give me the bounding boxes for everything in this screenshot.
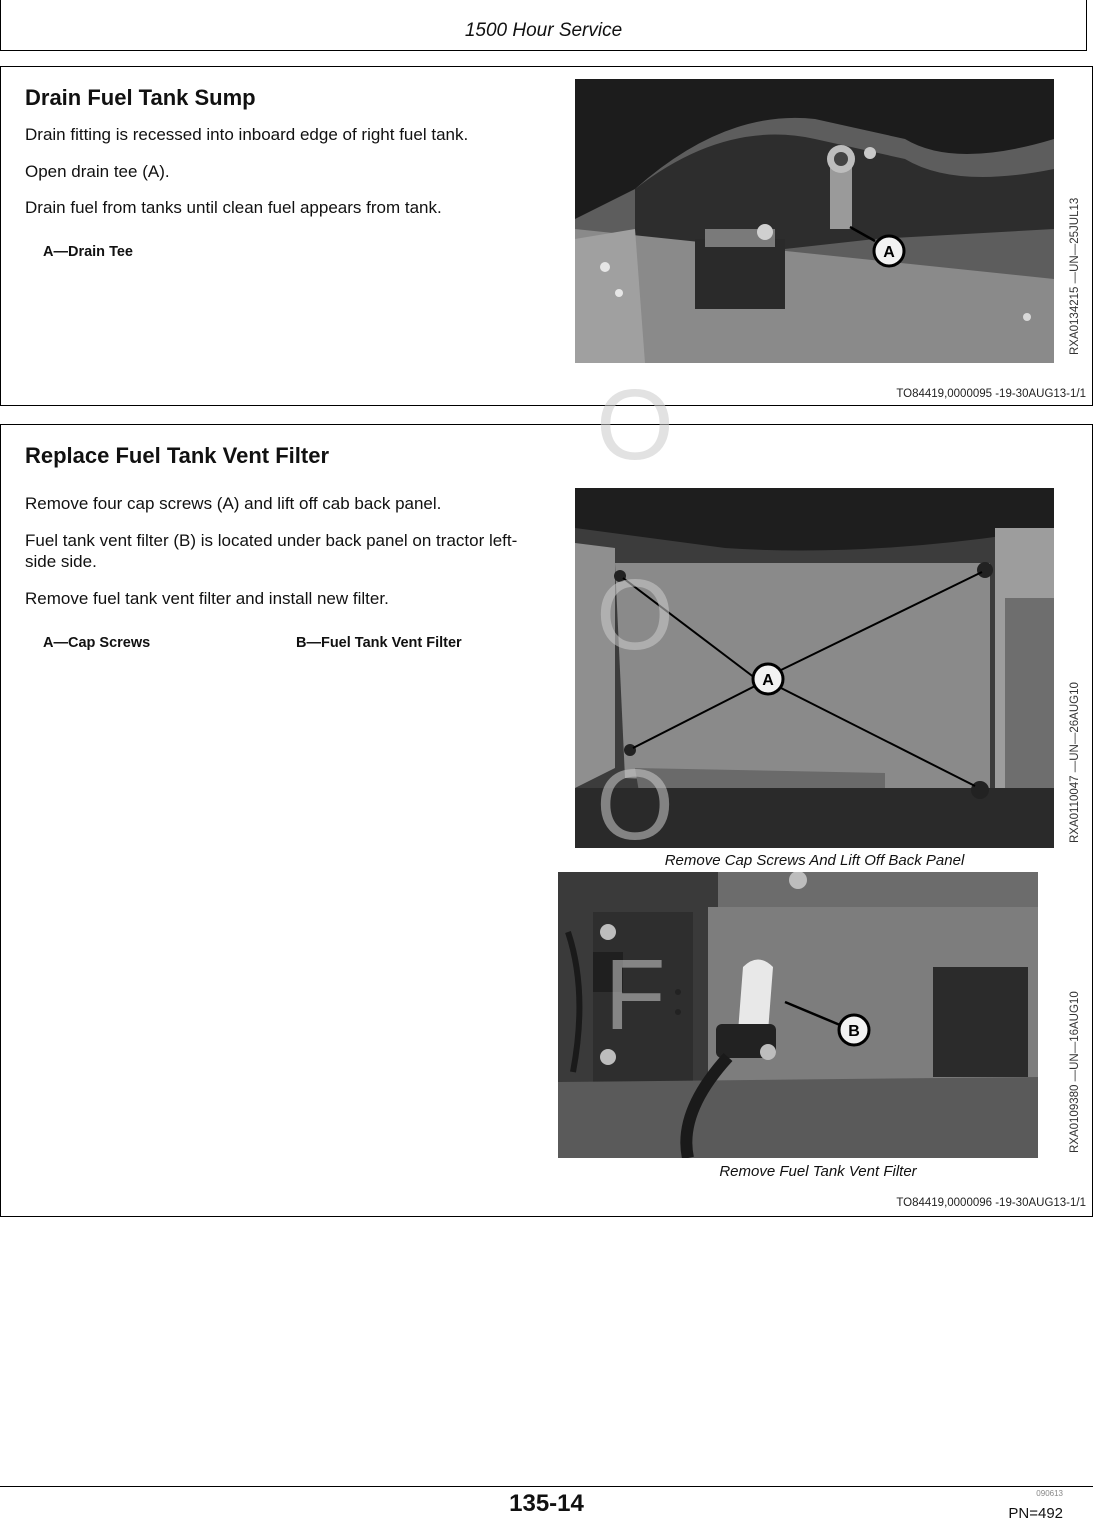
drain-tee-photo	[575, 79, 1054, 363]
watermark-letter: O	[596, 369, 674, 481]
footer-pn: PN=492	[1008, 1505, 1063, 1522]
figure-caption: Remove Cap Screws And Lift Off Back Panel	[664, 852, 965, 869]
callout-a	[753, 664, 783, 694]
callout-label: A	[762, 672, 774, 689]
footer-divider	[0, 1486, 1093, 1487]
doc-ref: TO84419,0000096 -19-30AUG13-1/1	[896, 1197, 1086, 1209]
watermark-letter: O	[596, 749, 674, 861]
page-number: 135-14	[509, 1490, 584, 1517]
section-replace-fuel-tank-vent-filter	[0, 424, 1093, 1217]
paragraph: Drain fitting is recessed into inboard edge of right fuel tank.	[25, 125, 469, 144]
callout-label: B	[848, 1023, 860, 1040]
watermark-letter: O	[596, 559, 674, 671]
paragraph: Open drain tee (A).	[25, 162, 170, 181]
callout-a	[874, 236, 904, 266]
vent-filter-drawing	[558, 872, 1038, 1158]
section-drain-fuel-tank-sump	[0, 66, 1093, 406]
section-title: Drain Fuel Tank Sump	[25, 85, 256, 110]
paragraph: Drain fuel from tanks until clean fuel appears from tank.	[25, 198, 442, 217]
cab-back-panel-photo	[575, 488, 1054, 848]
section-title: Replace Fuel Tank Vent Filter	[25, 443, 330, 468]
cab-back-panel-drawing	[575, 488, 1054, 848]
vent-filter-photo	[558, 872, 1038, 1158]
paragraph: Remove fuel tank vent filter and install new filter.	[25, 589, 389, 608]
doc-ref: TO84419,0000095 -19-30AUG13-1/1	[896, 388, 1086, 400]
watermark-letter: F	[604, 939, 666, 1051]
figure-id: RXA0110047 —UN—26AUG10	[1069, 682, 1081, 843]
page-header-title: 1500 Hour Service	[464, 20, 623, 41]
callout-label: A	[883, 244, 895, 261]
drain-tee-photo-drawing	[575, 79, 1054, 363]
legend-item: A—Cap Screws	[43, 635, 151, 651]
legend-item: A—Drain Tee	[43, 244, 133, 260]
paragraph: Remove four cap screws (A) and lift off cab back panel.	[25, 494, 442, 513]
legend-item: B—Fuel Tank Vent Filter	[296, 635, 462, 651]
footer-date-code: 090613	[1036, 1489, 1063, 1498]
figure-id: RXA0109380 —UN—16AUG10	[1069, 991, 1081, 1153]
figure-caption: Remove Fuel Tank Vent Filter	[719, 1163, 917, 1180]
paragraph: Fuel tank vent filter (B) is located under back panel on tractor left-side side.	[25, 531, 518, 571]
figure-id: RXA0134215 —UN—25JUL13	[1069, 197, 1081, 355]
callout-b	[839, 1015, 869, 1045]
